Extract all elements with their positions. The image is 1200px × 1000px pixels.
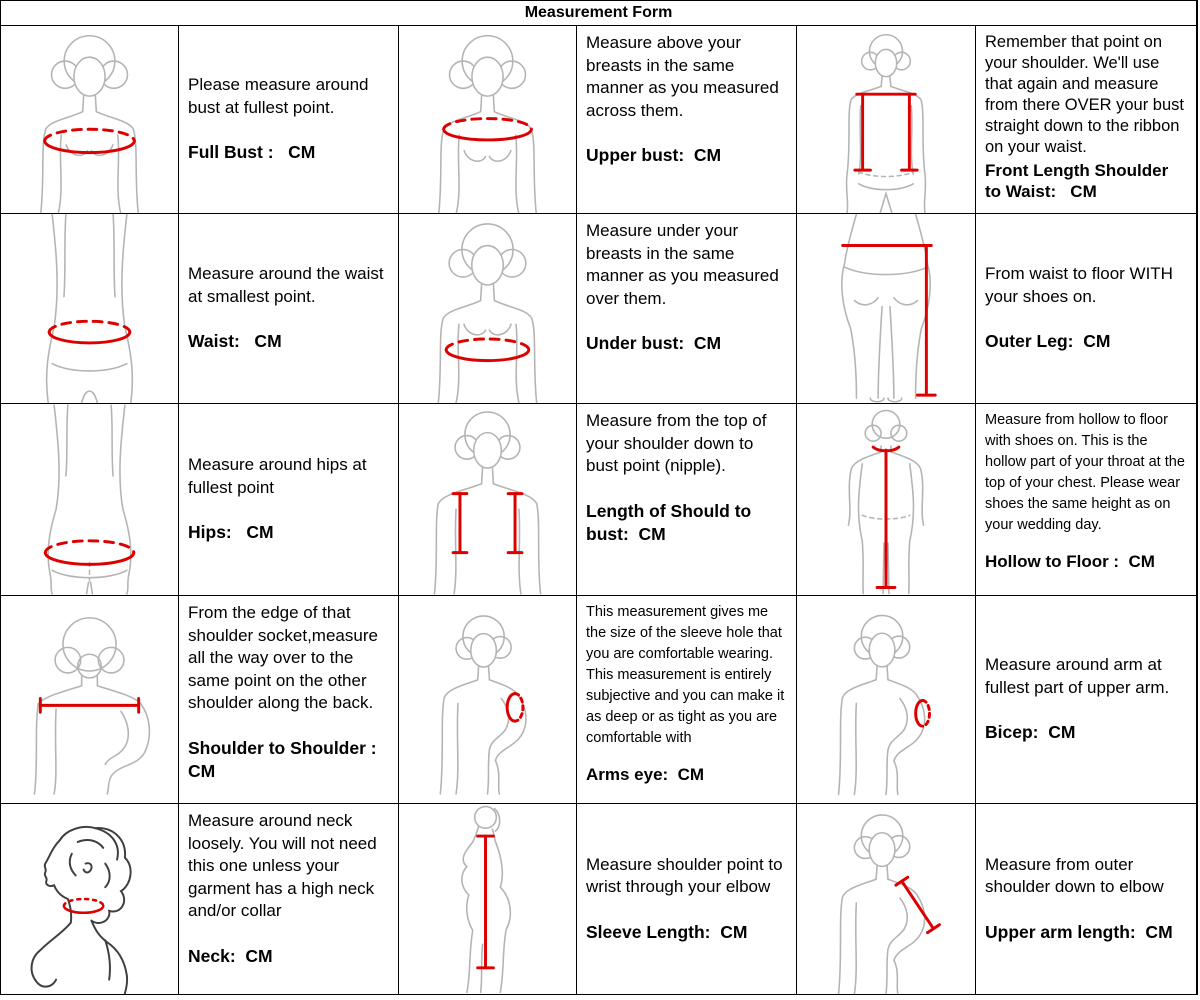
waist-figure-icon [1,214,178,403]
measurement-label: Upper arm length: CM [985,921,1173,942]
text-cell-sleeve-length [577,804,796,994]
text-cell-shoulder-to-shoulder [179,596,398,803]
measurement-description: Measure around the waist at smallest point. [188,264,389,306]
measurement-label: Arms eye: CM [586,765,705,785]
measurement-description: This measurement gives me the size of the sleeve hole that you are comfortable wearing. This measurement is entirely subjective and you can make it as deep or as tight as you are comfortable with [586,604,789,747]
figure-cell-under-bust [399,214,576,403]
figure-cell-sleeve-length [399,804,576,994]
measurement-label: Waist: CM [188,331,282,352]
measurement-description: Measure from hollow to floor with shoes on. This is the hollow part of your throat at the top of your chest. Please wear shoes the same height as on your wedding day. [985,412,1189,534]
measurement-label: Sleeve Length: CM [586,921,748,942]
measurement-label: Shoulder to Shoulder : CM [188,738,382,782]
measurement-description: Measure around hips at fullest point [188,455,372,497]
under-bust-figure-icon [399,214,576,403]
text-cell-shoulder-to-bust [577,404,796,595]
figure-cell-shoulder-to-bust [399,404,576,595]
measurement-description: From the edge of that shoulder socket,measure all the way over to the same point on the other shoulder along the back. [188,603,383,713]
measurement-description: From waist to floor WITH your shoes on. [985,264,1178,306]
measurement-description: Measure above your breasts in the same manner as you measured across them. [586,33,784,120]
figure-cell-hollow-to-floor [797,404,975,595]
full-bust-figure-icon [1,26,178,213]
measurement-description: Measure under your breasts in the same manner as you measured over them. [586,221,784,308]
bicep-figure-icon [797,596,975,803]
measurement-label: Upper bust: CM [586,145,722,166]
measurement-label: Full Bust : CM [188,142,316,163]
measurement-label: Outer Leg: CM [985,331,1111,352]
measurement-description: Please measure around bust at fullest point. [188,75,374,117]
measurement-description: Measure shoulder point to wrist through your elbow [586,854,788,897]
figure-cell-upper-arm-length [797,804,975,994]
text-cell-hips [179,404,398,595]
neck-figure-icon [1,804,178,994]
shoulder-to-bust-figure-icon [399,404,576,595]
figure-cell-outer-leg [797,214,975,403]
page-title: Measurement Form [1,1,1196,25]
measurement-description: Measure from the top of your shoulder down to bust point (nipple). [586,411,772,476]
measurement-label: Front Length Shoulder to Waist: CM [985,160,1173,202]
outer-leg-figure-icon [797,214,975,403]
text-cell-under-bust [577,214,796,403]
text-cell-arms-eye [577,596,796,803]
figure-cell-arms-eye [399,596,576,803]
arms-eye-figure-icon [399,596,576,803]
figure-cell-neck [1,804,178,994]
text-cell-neck [179,804,398,994]
text-cell-upper-bust [577,26,796,213]
figure-cell-waist [1,214,178,403]
measurement-label: Neck: CM [188,946,273,967]
text-cell-full-bust [179,26,398,213]
text-cell-hollow-to-floor [976,404,1196,595]
upper-arm-length-figure-icon [797,804,975,994]
figure-cell-upper-bust [399,26,576,213]
text-cell-upper-arm-length [976,804,1196,994]
figure-cell-front-length [797,26,975,213]
measurement-label: Length of Should to bust: CM [586,500,757,545]
measurement-label: Bicep: CM [985,722,1076,743]
measurement-description: Remember that point on your shoulder. We'll use that again and measure from there OVER your bust straight down to the ribbon on your waist. [985,33,1189,156]
measurement-label: Hollow to Floor : CM [985,552,1155,572]
figure-cell-hips [1,404,178,595]
measurement-description: Measure around arm at fullest part of upper arm. [985,655,1170,697]
front-length-figure-icon [797,26,975,213]
text-cell-waist [179,214,398,403]
shoulder-to-shoulder-figure-icon [1,596,178,803]
text-cell-outer-leg [976,214,1196,403]
hips-figure-icon [1,404,178,595]
figure-cell-shoulder-to-shoulder [1,596,178,803]
measurement-description: Measure around neck loosely. You will not need this one unless your garment has a high neck and/or collar [188,811,382,921]
hollow-to-floor-figure-icon [797,404,975,595]
figure-cell-bicep [797,596,975,803]
text-cell-front-length [976,26,1196,213]
upper-bust-figure-icon [399,26,576,213]
measurement-label: Hips: CM [188,522,274,543]
measurement-description: Measure from outer shoulder down to elbow [985,854,1164,897]
sleeve-length-figure-icon [399,804,576,994]
figure-cell-full-bust [1,26,178,213]
measurement-label: Under bust: CM [586,333,722,354]
text-cell-bicep [976,596,1196,803]
